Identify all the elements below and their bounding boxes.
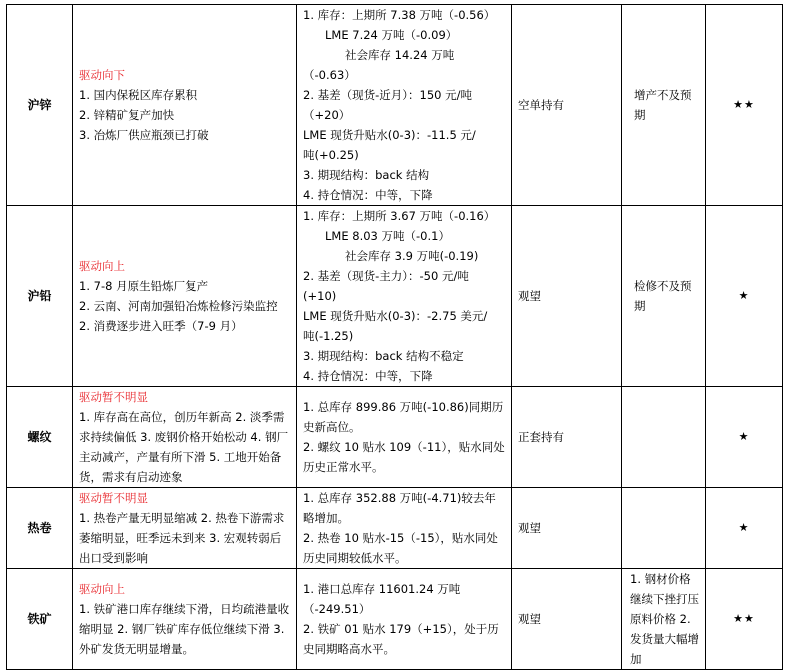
data-line: 社会库存 14.24 万吨 (345, 48, 455, 62)
rating-stars: ★★ (706, 5, 783, 206)
driver-cell (73, 569, 297, 670)
data-cell (297, 387, 512, 488)
strategy-cell: 空单持有 (512, 5, 622, 206)
data-line: 1. 库存：上期所 7.38 万吨（-0.56） (303, 8, 496, 22)
data-line: 1. 库存：上期所 3.67 万吨（-0.16） (303, 209, 496, 223)
driver-text: 1. 库存高在高位，创历年新高 2. 淡季需求持续偏低 3. 废钢价格开始松动 4. 钢厂主动减产，产量有所下滑 5. 工地开始备货，需求有启动迹象 (79, 410, 289, 484)
driver-cell (73, 488, 297, 569)
data-line: LME 7.24 万吨（-0.09） (325, 28, 458, 42)
commodity-name: 螺纹 (7, 387, 73, 488)
driver-text: 1. 铁矿港口库存继续下滑，日均疏港量收缩明显 2. 钢厂铁矿库存低位继续下滑 3. 外矿发货无明显增量。 (79, 602, 290, 656)
data-line: 吨(+0.25) (303, 148, 359, 162)
commodity-name: 沪铅 (7, 206, 73, 387)
table-row (7, 488, 783, 569)
risk-cell: 检修不及预期 (622, 206, 706, 387)
data-line: （-0.63） (303, 68, 356, 82)
data-line: 1. 总库存 352.88 万吨(-4.71)较去年略增加。 (303, 491, 496, 525)
driver-item: 2. 云南、河南加强铅冶炼检修污染监控 (79, 299, 278, 313)
commodity-name: 热卷 (7, 488, 73, 569)
commodity-name: 沪锌 (7, 5, 73, 206)
data-line: LME 现货升贴水(0-3)：-2.75 美元/ (303, 309, 488, 323)
data-line: 4. 持仓情况：中等，下降 (303, 369, 433, 383)
strategy-cell: 正套持有 (512, 387, 622, 488)
data-cell (297, 488, 512, 569)
driver-item: 2. 锌精矿复产加快 (79, 108, 175, 122)
strategy-cell: 观望 (512, 206, 622, 387)
data-line: 4. 持仓情况：中等，下降 (303, 188, 433, 202)
driver-item: 1. 7-8 月原生铅炼厂复产 (79, 279, 209, 293)
data-line: 2. 基差（现货-主力）：-50 元/吨 (303, 269, 469, 283)
driver-cell (73, 387, 297, 488)
data-cell (297, 569, 512, 670)
data-line: (+10) (303, 289, 337, 303)
driver-title: 驱动向下 (79, 68, 125, 82)
data-line: 2. 铁矿 01 贴水 179（+15），处于历史同期略高水平。 (303, 622, 499, 656)
rating-stars: ★ (706, 387, 783, 488)
rating-stars: ★ (706, 206, 783, 387)
table-row (7, 387, 783, 488)
data-line: LME 8.03 万吨（-0.1） (325, 229, 450, 243)
driver-item: 2. 消费逐步进入旺季（7-9 月） (79, 319, 243, 333)
data-line: 2. 基差（现货-近月）：150 元/吨 (303, 88, 473, 102)
risk-cell (622, 387, 706, 488)
driver-title: 驱动向上 (79, 259, 125, 273)
commodity-strategy-table (6, 4, 783, 670)
driver-text: 1. 热卷产量无明显缩减 2. 热卷下游需求萎缩明显，旺季远未到来 3. 宏观转弱后出口受到影响 (79, 511, 285, 565)
data-line: 吨(-1.25) (303, 329, 354, 343)
strategy-cell: 观望 (512, 569, 622, 670)
table-row (7, 5, 783, 206)
driver-item: 3. 冶炼厂供应瓶颈已打破 (79, 128, 209, 142)
data-line: LME 现货升贴水(0-3)：-11.5 元/ (303, 128, 476, 142)
driver-item: 1. 国内保税区库存累积 (79, 88, 198, 102)
driver-cell (73, 5, 297, 206)
strategy-cell: 观望 (512, 488, 622, 569)
table-row (7, 569, 783, 670)
rating-stars: ★★ (706, 569, 783, 670)
risk-cell: 1. 钢材价格继续下挫打压原料价格 2. 发货量大幅增加 (622, 569, 706, 670)
driver-title: 驱动向上 (79, 582, 125, 596)
risk-cell: 增产不及预期 (622, 5, 706, 206)
data-line: （+20） (303, 108, 351, 122)
data-line: 1. 港口总库存 11601.24 万吨（-249.51） (303, 582, 461, 616)
data-cell (297, 206, 512, 387)
table-row (7, 206, 783, 387)
data-line: 3. 期现结构：back 结构 (303, 168, 430, 182)
driver-cell (73, 206, 297, 387)
risk-cell (622, 488, 706, 569)
commodity-strategy-table-wrap (6, 4, 782, 666)
rating-stars: ★ (706, 488, 783, 569)
data-line: 1. 总库存 899.86 万吨(-10.86)同期历史新高位。 (303, 400, 504, 434)
data-line: 社会库存 3.9 万吨(-0.19) (345, 249, 479, 263)
data-line: 3. 期现结构：back 结构不稳定 (303, 349, 464, 363)
data-line: 2. 热卷 10 贴水-15（-15），贴水同处历史同期较低水平。 (303, 531, 498, 565)
data-cell (297, 5, 512, 206)
data-line: 2. 螺纹 10 贴水 109（-11），贴水同处历史正常水平。 (303, 440, 505, 474)
driver-title: 驱动暂不明显 (79, 390, 148, 404)
driver-title: 驱动暂不明显 (79, 491, 148, 505)
commodity-name: 铁矿 (7, 569, 73, 670)
